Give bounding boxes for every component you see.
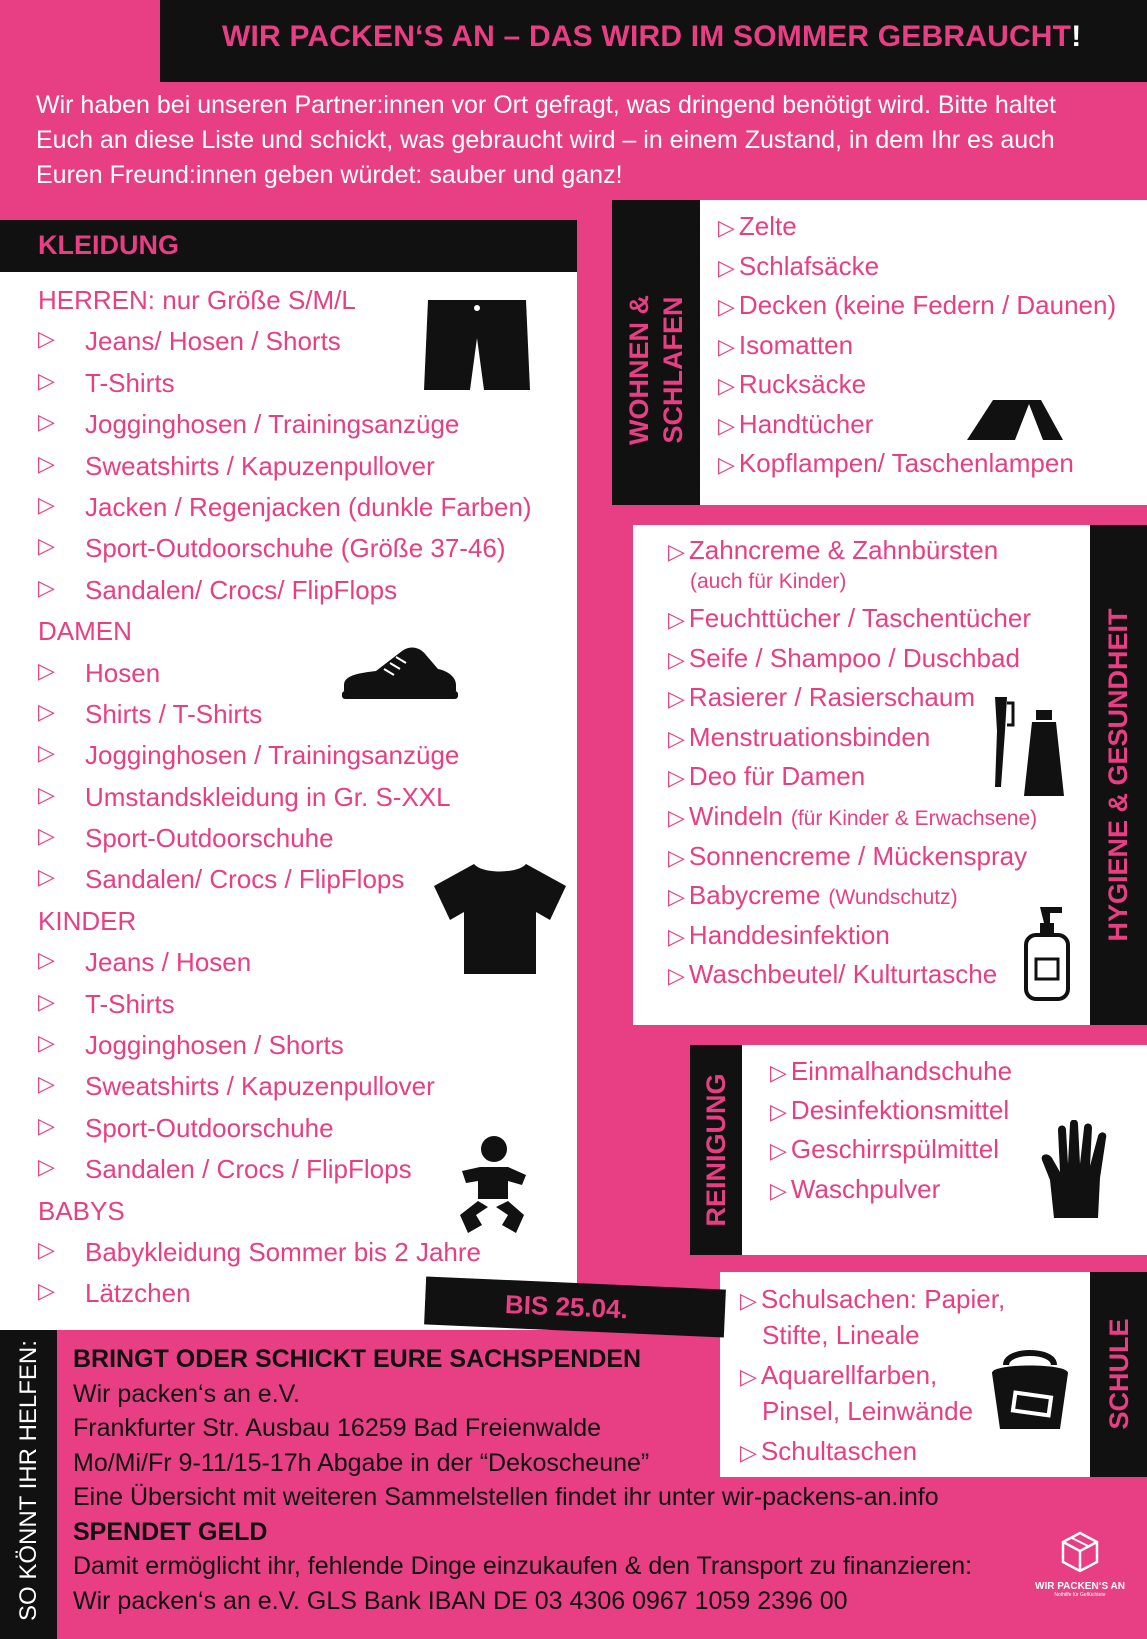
info-heading: BRINGT ODER SCHICKT EURE SACHSPENDEN bbox=[73, 1345, 642, 1373]
info-line: Frankfurter Str. Ausbau 16259 Bad Freienwalde bbox=[73, 1414, 602, 1442]
reinigung-list bbox=[770, 1056, 1012, 1213]
list-item bbox=[718, 290, 1116, 330]
bullet-icon: ▷ bbox=[718, 333, 735, 359]
logo-name: WIR PACKEN‘S AN bbox=[1035, 1581, 1125, 1592]
item-label: Schulsachen: Papier, bbox=[760, 1284, 1006, 1314]
item-label: Handtücher bbox=[738, 408, 874, 439]
reinigung-tab bbox=[690, 1045, 742, 1255]
bullet-icon: ▷ bbox=[668, 725, 685, 751]
bullet-icon: ▷ bbox=[38, 1112, 55, 1138]
info-line: Eine Übersicht mit weiteren Sammelstellen findet ihr unter wir-packens-an.info bbox=[73, 1483, 939, 1511]
item-label: Menstruationsbinden bbox=[688, 721, 931, 752]
info-heading: SPENDET GELD bbox=[73, 1517, 268, 1546]
item-label: Sport-Outdoorschuhe bbox=[85, 1112, 334, 1143]
list-item bbox=[0, 490, 577, 531]
item-label: Rasierer / Rasierschaum bbox=[688, 682, 976, 713]
list-item bbox=[0, 449, 577, 490]
category-heading bbox=[0, 614, 577, 655]
bullet-icon: ▷ bbox=[38, 450, 55, 476]
item-label: Windeln bbox=[688, 800, 783, 831]
bullet-icon: ▷ bbox=[38, 823, 55, 849]
item-label: Kopflampen/ Taschenlampen bbox=[738, 448, 1074, 478]
list-item bbox=[0, 656, 577, 697]
item-label: Zahncreme & Zahnbürsten bbox=[688, 535, 999, 565]
item-label: Handdesinfektion bbox=[688, 919, 890, 950]
item-label: Sweatshirts / Kapuzenpullover bbox=[85, 1071, 435, 1102]
bullet-icon: ▷ bbox=[668, 844, 685, 870]
wohnen-tab bbox=[612, 200, 700, 505]
bullet-icon: ▷ bbox=[38, 409, 55, 435]
page-title: WIR PACKEN‘S AN – DAS WIRD IM SOMMER GEBRAUCHT! bbox=[222, 20, 1082, 53]
bullet-icon: ▷ bbox=[668, 804, 685, 830]
bullet-icon: ▷ bbox=[770, 1099, 787, 1125]
item-label: Jogginghosen / Shorts bbox=[85, 1030, 344, 1061]
bullet-icon: ▷ bbox=[770, 1138, 787, 1164]
list-item bbox=[668, 682, 1037, 722]
info-line: Wir packen‘s an e.V. GLS Bank IBAN DE 03 4306 0967 1059 2396 00 bbox=[73, 1586, 848, 1615]
bullet-icon: ▷ bbox=[718, 215, 735, 240]
toothbrush-icon bbox=[985, 695, 1015, 789]
item-label: Jacken / Regenjacken (dunkle Farben) bbox=[85, 491, 532, 522]
baby-icon bbox=[452, 1135, 532, 1235]
item-label: T-Shirts bbox=[85, 367, 175, 398]
bullet-icon: ▷ bbox=[38, 1236, 55, 1262]
bullet-icon: ▷ bbox=[38, 947, 55, 973]
item-label: Desinfektionsmittel bbox=[790, 1095, 1010, 1126]
item-label: Sport-Outdoorschuhe bbox=[85, 823, 334, 854]
item-label: Umstandskleidung in Gr. S-XXL bbox=[85, 781, 451, 812]
list-item bbox=[770, 1134, 1012, 1173]
item-label: Sandalen/ Crocs / FlipFlops bbox=[85, 864, 405, 895]
bullet-icon: ▷ bbox=[740, 1288, 757, 1313]
bullet-icon: ▷ bbox=[38, 1030, 55, 1056]
bullet-icon: ▷ bbox=[38, 326, 55, 352]
list-item bbox=[718, 448, 1116, 488]
list-item bbox=[668, 959, 1037, 999]
bullet-icon: ▷ bbox=[38, 698, 55, 724]
logo bbox=[1030, 1530, 1130, 1610]
logo-subtitle: Nothilfe für Geflüchtete bbox=[1054, 1592, 1106, 1598]
bullet-icon: ▷ bbox=[770, 1177, 787, 1203]
intro-text: Wir haben bei unseren Partner:innen vor Ort gefragt, was dringend benötigt wird. Bitte haltet Euch an diese Liste und schickt, was gebraucht wird – in einem Zustand, in dem Ihr es auch Euren Freund:innen geben würdet: sauber und ganz! bbox=[36, 91, 1057, 189]
list-item bbox=[718, 330, 1116, 370]
wohnen-label: WOHNEN & SCHLAFEN bbox=[624, 295, 688, 445]
kleidung-heading: KLEIDUNG bbox=[38, 230, 179, 260]
list-item bbox=[0, 1235, 577, 1276]
item-label: Zelte bbox=[738, 211, 797, 241]
bullet-icon: ▷ bbox=[718, 412, 735, 438]
bullet-icon: ▷ bbox=[38, 367, 55, 393]
list-item bbox=[668, 722, 1037, 762]
hygiene-label: HYGIENE & GESUNDHEIT bbox=[1103, 608, 1133, 942]
bullet-icon: ▷ bbox=[668, 884, 685, 910]
list-item bbox=[770, 1056, 1012, 1095]
bullet-icon: ▷ bbox=[38, 1071, 55, 1097]
help-label: SO KÖNNT IHR HELFEN: bbox=[15, 1340, 42, 1621]
soap-dispenser-icon bbox=[1022, 905, 1072, 1001]
item-label: Seife / Shampoo / Duschbad bbox=[688, 642, 1020, 673]
list-item bbox=[668, 880, 1037, 920]
list-item bbox=[0, 1028, 577, 1069]
item-label-line2: Pinsel, Leinwände bbox=[762, 1396, 974, 1426]
bullet-icon: ▷ bbox=[668, 963, 685, 989]
list-item bbox=[770, 1095, 1012, 1134]
item-label: Lätzchen bbox=[85, 1278, 191, 1309]
item-label: Jogginghosen / Trainingsanzüge bbox=[85, 409, 460, 440]
list-item bbox=[0, 780, 577, 821]
list-item bbox=[0, 697, 577, 738]
bullet-icon: ▷ bbox=[38, 740, 55, 766]
list-item bbox=[0, 573, 577, 614]
list-item bbox=[0, 1069, 577, 1110]
bullet-icon: ▷ bbox=[38, 864, 55, 890]
bullet-icon: ▷ bbox=[740, 1440, 757, 1465]
item-label: Rucksäcke bbox=[738, 369, 867, 399]
donation-info bbox=[73, 1342, 972, 1618]
category-label: KINDER bbox=[38, 905, 137, 936]
item-label: Schlafsäcke bbox=[738, 250, 880, 281]
bullet-icon: ▷ bbox=[770, 1060, 787, 1085]
item-label: Decken (keine Federn / Daunen) bbox=[738, 290, 1117, 320]
bullet-icon: ▷ bbox=[668, 607, 685, 632]
item-label: T-Shirts bbox=[85, 988, 175, 1019]
item-label: Aquarellfarben, bbox=[760, 1360, 938, 1390]
item-label: Jeans/ Hosen / Shorts bbox=[85, 326, 341, 357]
item-label: Hosen bbox=[85, 657, 161, 688]
list-item bbox=[0, 987, 577, 1028]
wohnen-list bbox=[718, 211, 1116, 488]
bullet-icon: ▷ bbox=[718, 373, 735, 398]
item-label: Schultaschen bbox=[760, 1436, 918, 1466]
tshirt-icon bbox=[432, 860, 568, 976]
item-note: (für Kinder & Erwachsene) bbox=[790, 806, 1038, 830]
list-item bbox=[668, 841, 1037, 881]
list-item bbox=[668, 643, 1037, 683]
logo-box-icon bbox=[1058, 1530, 1102, 1574]
bullet-icon: ▷ bbox=[718, 452, 735, 477]
bullet-icon: ▷ bbox=[38, 533, 55, 559]
item-label: Waschbeutel/ Kulturtasche bbox=[688, 959, 998, 990]
list-item bbox=[668, 761, 1037, 801]
bullet-icon: ▷ bbox=[38, 574, 55, 600]
title-bar bbox=[160, 0, 1147, 82]
bullet-icon: ▷ bbox=[38, 1154, 55, 1180]
list-item bbox=[668, 920, 1037, 960]
item-label: Isomatten bbox=[738, 329, 854, 360]
item-label: Sonnencreme / Mückenspray bbox=[688, 840, 1028, 871]
bullet-icon: ▷ bbox=[668, 539, 685, 564]
item-label: Babykleidung Sommer bis 2 Jahre bbox=[85, 1236, 481, 1267]
list-item bbox=[668, 801, 1037, 841]
bullet-icon: ▷ bbox=[668, 765, 685, 791]
item-label: Babycreme bbox=[688, 880, 821, 911]
kleidung-header bbox=[0, 220, 577, 272]
list-item bbox=[0, 821, 577, 862]
item-label: Shirts / T-Shirts bbox=[85, 698, 263, 729]
list-item bbox=[0, 738, 577, 779]
item-subnote: (auch für Kinder) bbox=[690, 570, 847, 593]
hygiene-tab bbox=[1090, 525, 1147, 1025]
item-label: Jeans / Hosen bbox=[85, 947, 252, 978]
sneaker-icon bbox=[340, 645, 460, 703]
bullet-icon: ▷ bbox=[38, 657, 55, 683]
bullet-icon: ▷ bbox=[668, 646, 685, 672]
item-label-line2: Stifte, Lineale bbox=[762, 1320, 920, 1350]
bullet-icon: ▷ bbox=[718, 294, 735, 319]
bullet-icon: ▷ bbox=[38, 491, 55, 517]
toothpaste-tube-icon bbox=[1022, 710, 1066, 798]
tent-icon bbox=[965, 398, 1065, 442]
item-label: Feuchttücher / Taschentücher bbox=[688, 603, 1031, 633]
category-label: HERREN: nur Größe S/M/L bbox=[38, 285, 356, 315]
title-exclamation: ! bbox=[1071, 20, 1082, 53]
item-label: Geschirrspülmittel bbox=[790, 1134, 999, 1165]
shorts-icon bbox=[422, 298, 532, 394]
bullet-icon: ▷ bbox=[668, 923, 685, 949]
item-note: (Wundschutz) bbox=[828, 886, 958, 910]
item-label: Sandalen/ Crocs/ FlipFlops bbox=[85, 574, 398, 605]
item-label: Waschpulver bbox=[790, 1173, 941, 1204]
info-line: Mo/Mi/Fr 9-11/15-17h Abgabe in der “Dekoscheune” bbox=[73, 1448, 650, 1477]
list-item bbox=[0, 531, 577, 572]
list-item bbox=[770, 1174, 1012, 1213]
item-label: Deo für Damen bbox=[688, 761, 866, 792]
bullet-icon: ▷ bbox=[38, 988, 55, 1014]
list-item bbox=[0, 407, 577, 448]
bullet-icon: ▷ bbox=[38, 1278, 55, 1304]
bullet-icon: ▷ bbox=[38, 781, 55, 807]
list-item bbox=[718, 251, 1116, 291]
item-label: Einmalhandschuhe bbox=[790, 1056, 1013, 1086]
bullet-icon: ▷ bbox=[718, 254, 735, 280]
category-label: BABYS bbox=[38, 1195, 125, 1226]
list-item bbox=[718, 211, 1116, 251]
glove-icon bbox=[1040, 1120, 1120, 1220]
item-label: Sandalen / Crocs / FlipFlops bbox=[85, 1154, 412, 1185]
schule-tab bbox=[1090, 1272, 1147, 1477]
list-item bbox=[668, 535, 1037, 603]
school-bag-icon bbox=[988, 1345, 1072, 1431]
category-label: DAMEN bbox=[38, 616, 132, 647]
list-item bbox=[668, 603, 1037, 643]
deadline-text: BIS 25.04. bbox=[504, 1288, 629, 1325]
schule-label: SCHULE bbox=[1104, 1318, 1134, 1430]
info-line: Wir packen‘s an e.V. bbox=[73, 1379, 300, 1408]
reinigung-label: REINIGUNG bbox=[701, 1073, 731, 1227]
bullet-icon: ▷ bbox=[668, 686, 685, 712]
info-line: Damit ermöglicht ihr, fehlende Dinge einzukaufen & den Transport zu finanzieren: bbox=[73, 1552, 973, 1580]
item-label: Jogginghosen / Trainingsanzüge bbox=[85, 740, 460, 771]
bullet-icon: ▷ bbox=[740, 1364, 757, 1389]
item-label: Sport-Outdoorschuhe (Größe 37-46) bbox=[85, 533, 506, 564]
help-tab bbox=[0, 1330, 57, 1639]
hygiene-list bbox=[668, 535, 1037, 999]
item-label: Sweatshirts / Kapuzenpullover bbox=[85, 450, 435, 481]
